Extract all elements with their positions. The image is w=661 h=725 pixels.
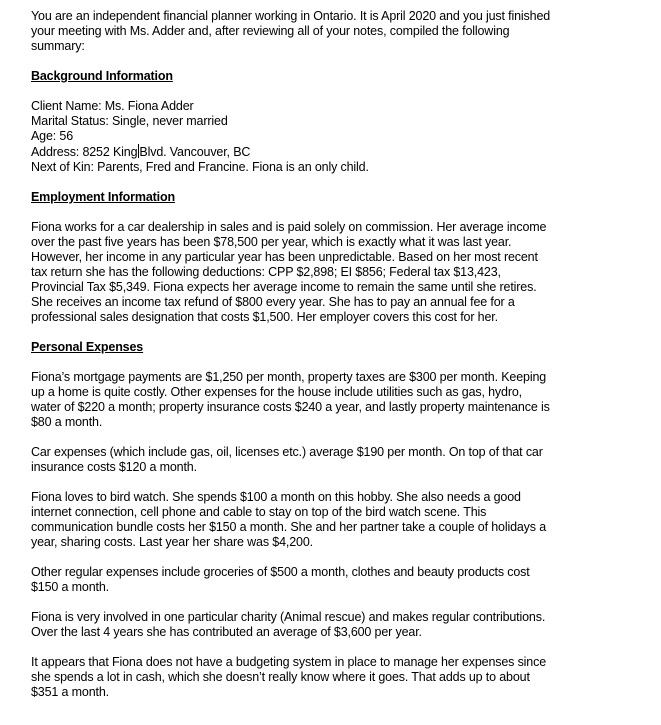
expenses-line: Fiona loves to bird watch. She spends $100 a month on this hobby. She also needs a good [31, 490, 521, 504]
employment-line: professional sales designation that costs $1,500. Her employer covers this cost for her. [31, 310, 498, 324]
intro-line: your meeting with Ms. Adder and, after reviewing all of your notes, compiled the following [31, 24, 510, 38]
expenses-line: internet connection, cell phone and cable to stay on top of the bird watch scene. This [31, 505, 487, 519]
expenses-line: Fiona is very involved in one particular charity (Animal rescue) and makes regular contributions. [31, 610, 546, 624]
expenses-line: water of $220 a month; property insurance costs $240 a year, and lastly property maintenance is [31, 400, 550, 414]
expenses-line: $351 a month. [31, 685, 109, 699]
expenses-line: up a home is quite costly. Other expenses for the house include utilities such as gas, hydro, [31, 385, 522, 399]
employment-line: Fiona works for a car dealership in sales and is paid solely on commission. Her average income [31, 220, 547, 234]
expenses-line: $150 a month. [31, 580, 109, 594]
expenses-line: Fiona’s mortgage payments are $1,250 per month, property taxes are $300 per month. Keeping [31, 370, 547, 384]
employment-line: However, her income in any particular year has been unpredictable. Based on her most recent [31, 250, 538, 264]
next-of-kin: Next of Kin: Parents, Fred and Francine. Fiona is an only child. [31, 160, 369, 174]
expenses-line: Other regular expenses include groceries of $500 a month, clothes and beauty products cost [31, 565, 530, 579]
expenses-heading: Personal Expenses [31, 340, 144, 354]
age: Age: 56 [31, 129, 74, 143]
marital-status: Marital Status: Single, never married [31, 114, 228, 128]
employment-heading: Employment Information [31, 190, 175, 204]
client-name: Client Name: Ms. Fiona Adder [31, 99, 194, 113]
expenses-line: $80 a month. [31, 415, 103, 429]
expenses-line: insurance costs $120 a month. [31, 460, 197, 474]
employment-line: over the past five years has been $78,500 per year, which is exactly what it was last year. [31, 235, 512, 249]
expenses-line: communication bundle costs her $150 a month. She and her partner take a couple of holidays a [31, 520, 547, 534]
document-body [31, 9, 627, 700]
expenses-line: she spends a lot in cash, which she doesn’t really know where it goes. That adds up to about [31, 670, 530, 684]
expenses-line: It appears that Fiona does not have a budgeting system in place to manage her expenses since [31, 655, 547, 669]
address[interactable] [31, 144, 627, 160]
expenses-line: Car expenses (which include gas, oil, licenses etc.) average $190 per month. On top of that car [31, 445, 543, 459]
intro-line: You are an independent financial planner working in Ontario. It is April 2020 and you just finished [31, 9, 551, 23]
employment-line: She receives an income tax refund of $800 every year. She has to pay an annual fee for a [31, 295, 515, 309]
address-text-before-cursor: Address: 8252 King [31, 145, 138, 159]
expenses-line: year, sharing costs. Last year her share was $4,200. [31, 535, 313, 549]
background-heading: Background Information [31, 69, 173, 83]
employment-line: tax return she has the following deductions: CPP $2,898; EI $856; Federal tax $13,423, [31, 265, 501, 279]
intro-line: summary: [31, 39, 85, 53]
expenses-line: Over the last 4 years she has contributed an average of $3,600 per year. [31, 625, 422, 639]
employment-line: Provincial Tax $5,349. Fiona expects her average income to remain the same until she retires. [31, 280, 537, 294]
address-text-after-cursor: Blvd. Vancouver, BC [139, 145, 251, 159]
